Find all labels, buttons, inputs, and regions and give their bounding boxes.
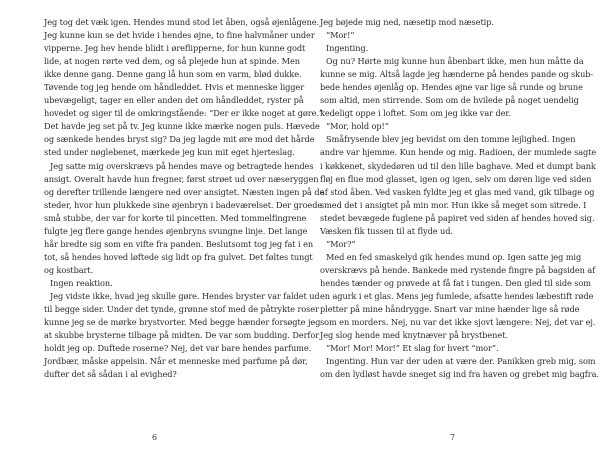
text-line: Ingenting. Hun var der uden at være der. Panikken greb mig, som [326,356,596,367]
text-line: Ingen reaktion. [50,277,113,288]
text-line: hovedet og siger til de omkringstående: “Der er ikke noget at gøre.” [44,108,324,119]
text-line: pletter på mine håndrygge. Snart var mine hænder lige så røde [320,304,580,315]
text-line: andre var hjemme. Kun hende og mig. Radioen, der mumlede sagte [320,147,597,158]
right-page-number: 7 [450,433,456,442]
text-line: “Mor!” [326,30,355,41]
right-page-text [320,16,599,381]
text-line: Det havde jeg set på tv. Jeg kunne ikke mærke nogen puls. Hævede [44,121,320,132]
text-line: stedet bevægede fuglene på papiret ved siden af hendes hoved sig. [320,212,595,223]
text-line: kunne jeg se de mørke brystvorter. Med begge hænder forsøgte jeg [44,317,321,328]
text-line: ubevægeligt, tager en eller anden det om håndleddet, ryster på [44,95,304,106]
text-line: Tøvende tog jeg hende om håndleddet. Hvis et menneske ligger [44,82,305,93]
text-line: ansigt. Overalt havde hun fregner, først strøet ud over næseryggen [44,173,319,184]
text-line: og kostbart. [44,264,94,275]
text-line: Og nu? Hørte mig kunne hun åbenbart ikke, men hun måtte da [326,56,584,67]
text-line: smed det i ansigtet på min mor. Hun ikke så meget som sitrede. I [320,199,587,210]
text-line: en agurk i et glas. Mens jeg fumlede, afsatte hendes læbestift røde [320,290,594,301]
text-line: steder, hvor hun plukkede sine øjenbryn i badeværelset. Der groede [44,199,323,210]
text-line: vipperne. Jeg hev hende blidt i øreflipperne, for hun kunne godt [44,43,306,54]
text-line: Jeg satte mig overskrævs på hendes mave og betragtede hendes [50,160,314,171]
text-line: fulgte jeg flere gange hendes øjenbryns svungne linje. Det lange [44,225,308,236]
text-line: Jeg slog hende med knytnæver på brystbenet. [320,330,508,341]
text-line: til begge sider. Under det tynde, grønne stof med de påtrykte roser [44,304,319,315]
right-page [300,0,600,458]
text-line: som altid, men stirrende. Som om de hvilede på noget uendelig [320,95,579,106]
text-line: kunne se mig. Altså lagde jeg hænderne på hendes pande og skub- [320,69,594,80]
text-line: dufter det så sådan i al evighed? [44,369,177,380]
text-line: kedeligt oppe i loftet. Som om jeg ikke var der. [320,108,511,119]
text-line: “Mor! Mor! Mor!” Et slag for hvert “mor”. [326,343,499,354]
text-line: af stod åben. Ved vasken fyldte jeg et glas med vand, gik tilbage og [320,186,595,197]
text-line: om den lydløst havde sneget sig ind fra haven og grebet mig bagfra. [320,369,599,380]
text-line: overskrævs på hende. Bankede med rystende fingre på bagsiden af [320,264,596,275]
text-line: i køkkenet, skydedøren ud til den lille baghave. Med et dumpt bank [320,160,596,171]
text-line: Ingenting. [326,43,369,54]
text-line: Jeg bøjede mig ned, næsetip mod næsetip. [320,17,494,27]
text-line: små stubbe, der var for korte til pincetten. Med tommelfingrene [44,212,307,223]
text-line: ikke denne gang. Denne gang lå hun som en varm, blød dukke. [44,69,302,80]
text-line: Væsken fik tussen til at flyde ud. [320,225,453,236]
text-line: som en morders. Nej, nu var det ikke sjovt længere: Nej, det var ej. [320,317,596,328]
text-line: “Mor, hold op!” [326,121,389,132]
text-line: holdt jeg op. Duftede roserne? Nej, det var bare hendes parfume. [44,343,312,354]
text-line: bede hendes øjenlåg op. Hendes øjne var lige så runde og brune [320,82,583,93]
text-line: sted under nøglebenet, mærkede jeg kun mit eget hjerteslag. [44,147,295,158]
text-line: Jordbær, måske appelsin. Når et menneske med parfume på dør, [44,356,308,367]
text-line: lide, at nogen rørte ved dem, og så plejede hun at spinde. Men [44,56,300,67]
text-line: og sænkede hendes bryst sig? Da jeg lagde mit øre mod det hårde [44,134,315,145]
text-line: Jeg vidste ikke, hvad jeg skulle gøre. Hendes bryster var faldet ud [50,290,320,301]
left-page-number: 6 [152,433,158,442]
text-line: Småfrysende blev jeg bevidst om den tomme lejlighed. Ingen [326,134,576,145]
text-line: tot, så hendes hoved løftede sig lidt op fra gulvet. Det føltes tungt [44,251,313,262]
text-line: hendes tænder og prøvede at få fat i tungen. Den gled til side som [320,277,591,288]
left-page-text [44,16,325,381]
text-line: hår bredte sig som en vifte fra panden. Beslutsomt tog jeg fat i en [44,238,314,249]
text-line: Med en fed smaskelyd gik hendes mund op. Igen satte jeg mig [326,251,582,262]
text-line: Jeg tog det væk igen. Hendes mund stod let åben, også øjenlågene. [44,17,320,27]
text-line: Jeg kunne kun se det hvide i hendes øjne, to fine halvmåner under [44,30,315,41]
text-line: at skubbe brysterne tilbage på midten. De var som budding. Derfor [44,330,320,341]
text-line: “Mor?” [326,238,356,249]
text-line: fløj en flue mod glasset, igen og igen, selv om døren lige ved siden [320,173,592,184]
text-line: og derefter trillende længere ned over ansigtet. Næsten ingen på de [44,186,325,197]
